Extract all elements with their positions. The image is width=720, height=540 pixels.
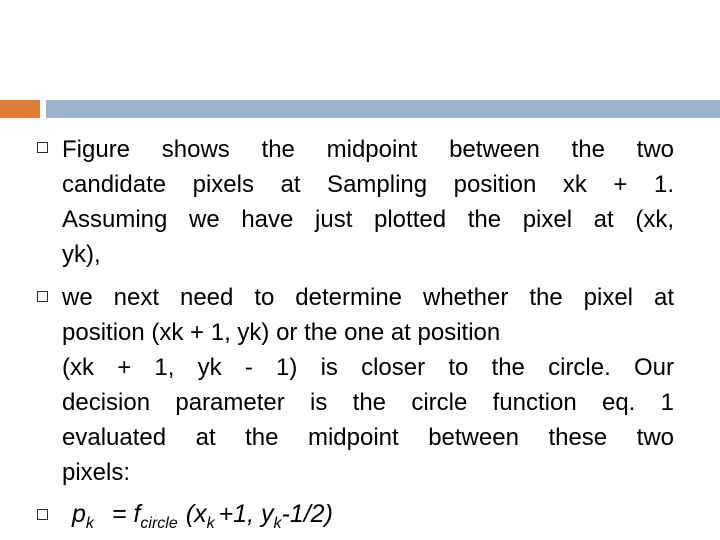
text-line: yk), [62, 241, 101, 268]
bullet-box-icon [37, 291, 48, 302]
text-line: candidate pixels at Sampling position xk + 1. [62, 171, 674, 198]
text-line: decision parameter is the circle function eq. 1 [62, 389, 674, 416]
text-line: position (xk + 1, yk) or the one at position [62, 319, 501, 346]
formula-p: p [72, 500, 86, 528]
decision-parameter-formula [72, 500, 333, 533]
formula-f-sub: circle [140, 515, 178, 532]
bullet-paragraph-2 [62, 280, 674, 490]
bullet-box-icon [37, 142, 48, 153]
formula-x-sub: k [206, 515, 215, 532]
text-line: pixels: [62, 459, 131, 486]
bullet-paragraph-1 [62, 132, 674, 272]
text-line: we next need to determine whether the pixel at [62, 284, 674, 311]
formula-close: -1/2) [281, 500, 333, 528]
bullet-box-icon [37, 509, 48, 520]
header-accent-bar [0, 100, 40, 118]
text-line: Assuming we have just plotted the pixel at (xk, [62, 206, 674, 233]
text-line: Figure shows the midpoint between the two [62, 136, 674, 163]
formula-plus: +1, y [218, 500, 274, 528]
formula-eq: = f [111, 500, 141, 528]
header-bar [46, 100, 720, 118]
formula-open: (x [185, 500, 207, 528]
formula-y-sub: k [273, 515, 282, 532]
text-line: (xk + 1, yk - 1) is closer to the circle. Our [62, 354, 674, 381]
text-line: evaluated at the midpoint between these two [62, 424, 674, 451]
formula-p-sub: k [85, 515, 94, 532]
